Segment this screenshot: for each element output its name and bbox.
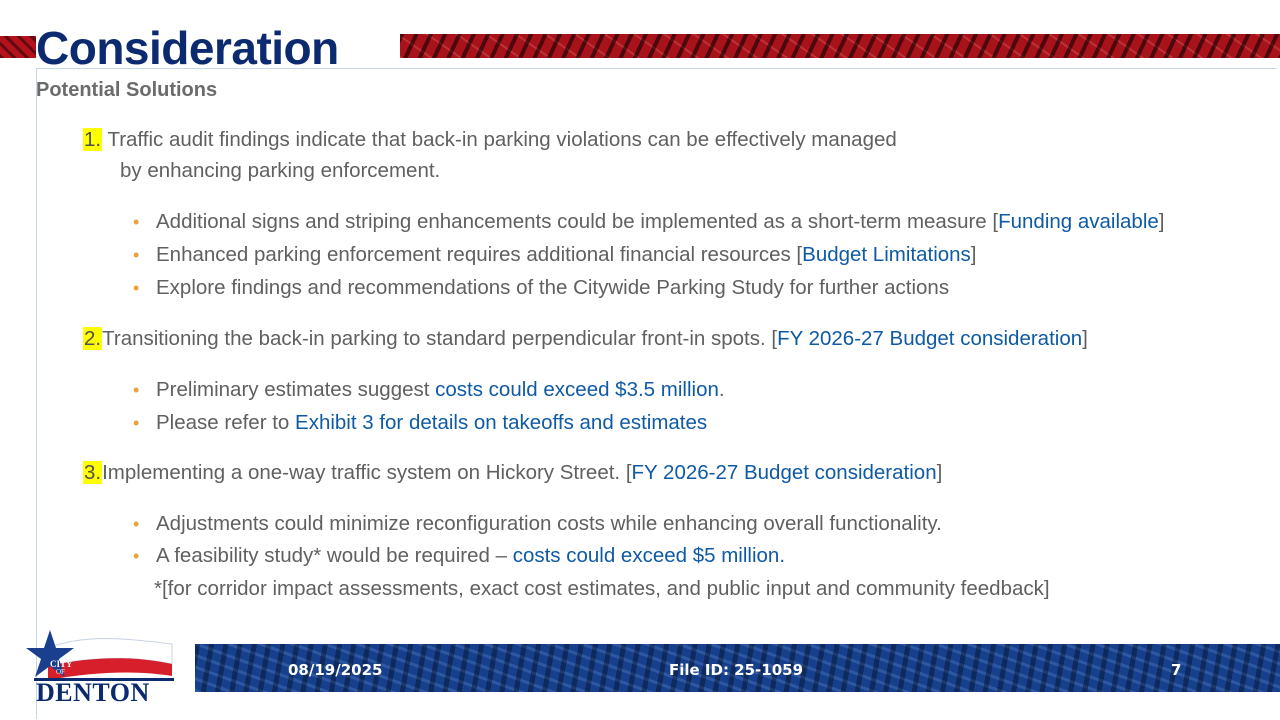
solution-number: 3. (84, 461, 102, 484)
budget-note: Budget Limitations (802, 243, 971, 266)
footer-file-id: File ID: 25-1059 (669, 661, 804, 679)
solution-3-heading: 3.Implementing a one-way traffic system on Hickory Street. [FY 2026-27 Budget consideration] (84, 461, 943, 484)
cost-estimate-note: costs could exceed $3.5 million (435, 378, 719, 401)
solution-text: Implementing a one-way traffic system on Hickory Street. [ (102, 461, 632, 484)
bullet-item: • Please refer to Exhibit 3 for details on takeoffs and estimates (156, 410, 707, 436)
bullet-item: • Adjustments could minimize reconfiguration costs while enhancing overall functionality. (156, 511, 942, 537)
solution-2-heading: 2.Transitioning the back-in parking to standard perpendicular front-in spots. [FY 2026-27 Budget consideration] (84, 327, 1088, 350)
bullet-item: • Explore findings and recommendations of the Citywide Parking Study for further actions (156, 275, 949, 301)
slide-subtitle: Potential Solutions (36, 79, 218, 101)
logo-city-label: CITY (50, 659, 73, 669)
bullet-item: • A feasibility study* would be required – costs could exceed $5 million. (156, 543, 785, 569)
footer-date: 08/19/2025 (288, 661, 383, 679)
bullet-item: • Enhanced parking enforcement requires additional financial resources [Budget Limitations] (156, 242, 977, 268)
solution-number: 2. (84, 327, 102, 350)
cost-estimate-note: costs could exceed $5 million. (512, 544, 786, 567)
bullet-item: • Additional signs and striping enhancements could be implemented as a short-term measure [Funding available] (156, 209, 1165, 235)
bullet-item: • Preliminary estimates suggest costs could exceed $3.5 million. (156, 377, 725, 403)
logo-wordmark: DENTON (36, 678, 150, 707)
footnote: *[for corridor impact assessments, exact cost estimates, and public input and community feedback] (154, 577, 1050, 600)
funding-note: Funding available (998, 210, 1159, 233)
solution-number: 1. (84, 128, 102, 151)
solution-text: Traffic audit findings indicate that back-in parking violations can be effectively managed (107, 128, 897, 151)
exhibit-reference: Exhibit 3 for details on takeoffs and estimates (295, 411, 708, 434)
logo-of-label: OF (56, 668, 65, 676)
page-number: 7 (1171, 661, 1182, 679)
slide-title: Consideration (36, 22, 339, 74)
solution-1-heading-continued: by enhancing parking enforcement. (120, 159, 441, 182)
solution-1-heading (83, 127, 897, 153)
budget-consideration-note: FY 2026-27 Budget consideration (631, 461, 937, 484)
solution-text: Transitioning the back-in parking to standard perpendicular front-in spots. [ (102, 327, 778, 350)
budget-consideration-note: FY 2026-27 Budget consideration (777, 327, 1083, 350)
